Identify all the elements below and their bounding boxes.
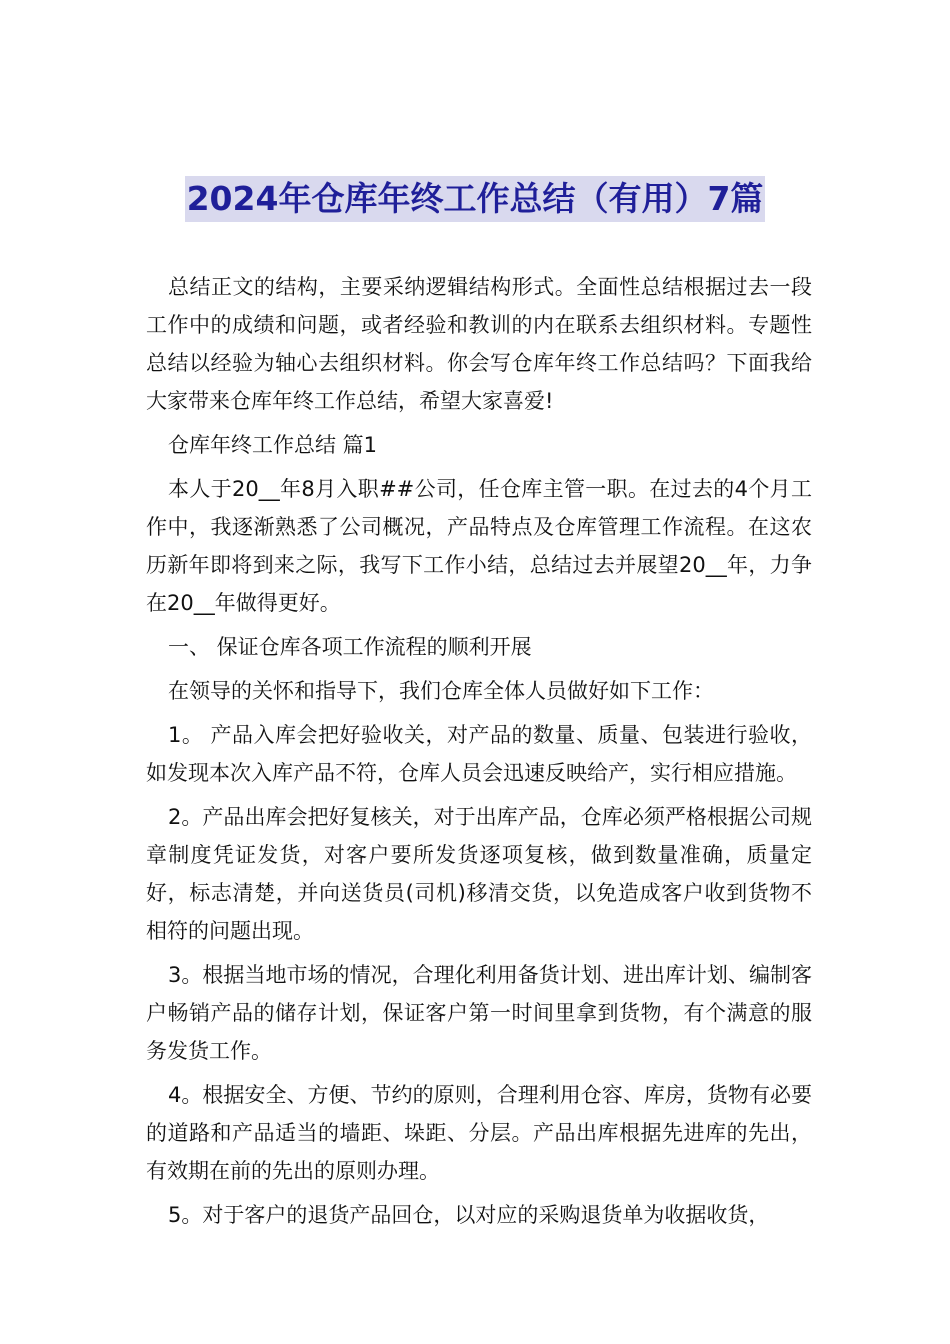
list-item-5: 5。对于客户的退货产品回仓，以对应的采购退货单为收据收货， bbox=[168, 1203, 770, 1227]
list-item-2: 2。产品出库会把好复核关，对于出库产品，仓库必须严格根据公司规章制度凭证发货，对客户要所发货逐项复核，做到数量准确，质量定好，标志清楚，并向送货员(司机)移清交货，以免造成客户收到货物不相符的问题出现。 bbox=[146, 805, 812, 943]
body-paragraph: 本人于20__年8月入职##公司，任仓库主管一职。在过去的4个月工作中，我逐渐熟悉了公司概况，产品特点及仓库管理工作流程。在这农历新年即将到来之际，我写下工作小结，总结过去并展望20__年，力争在20__年做得更好。 bbox=[146, 477, 812, 615]
title-container bbox=[0, 176, 950, 222]
section-heading: 仓库年终工作总结 篇1 bbox=[168, 433, 378, 457]
list-item-3: 3。根据当地市场的情况，合理化利用备货计划、进出库计划、编制客户畅销产品的储存计划，保证客户第一时间里拿到货物，有个满意的服务发货工作。 bbox=[146, 963, 812, 1063]
intro-paragraph: 总结正文的结构，主要采纳逻辑结构形式。全面性总结根据过去一段工作中的成绩和问题，或者经验和教训的内在联系去组织材料。专题性总结以经验为轴心去组织材料。你会写仓库年终工作总结吗？下面我给大家带来仓库年终工作总结，希望大家喜爱! bbox=[146, 275, 812, 413]
list-item-4: 4。根据安全、方便、节约的原则，合理利用仓容、库房，货物有必要的道路和产品适当的墙距、垛距、分层。产品出库根据先进库的先出，有效期在前的先出的原则办理。 bbox=[146, 1083, 812, 1183]
document-title: 2024年仓库年终工作总结（有用）7篇 bbox=[185, 176, 766, 222]
body-paragraph: 在领导的关怀和指导下，我们仓库全体人员做好如下工作： bbox=[168, 679, 714, 703]
subsection-heading: 一、 保证仓库各项工作流程的顺利开展 bbox=[168, 635, 532, 659]
list-item-1: 1。 产品入库会把好验收关，对产品的数量、质量、包装进行验收，如发现本次入库产品不符，仓库人员会迅速反映给产，实行相应措施。 bbox=[146, 723, 812, 785]
document-body bbox=[146, 268, 812, 1240]
